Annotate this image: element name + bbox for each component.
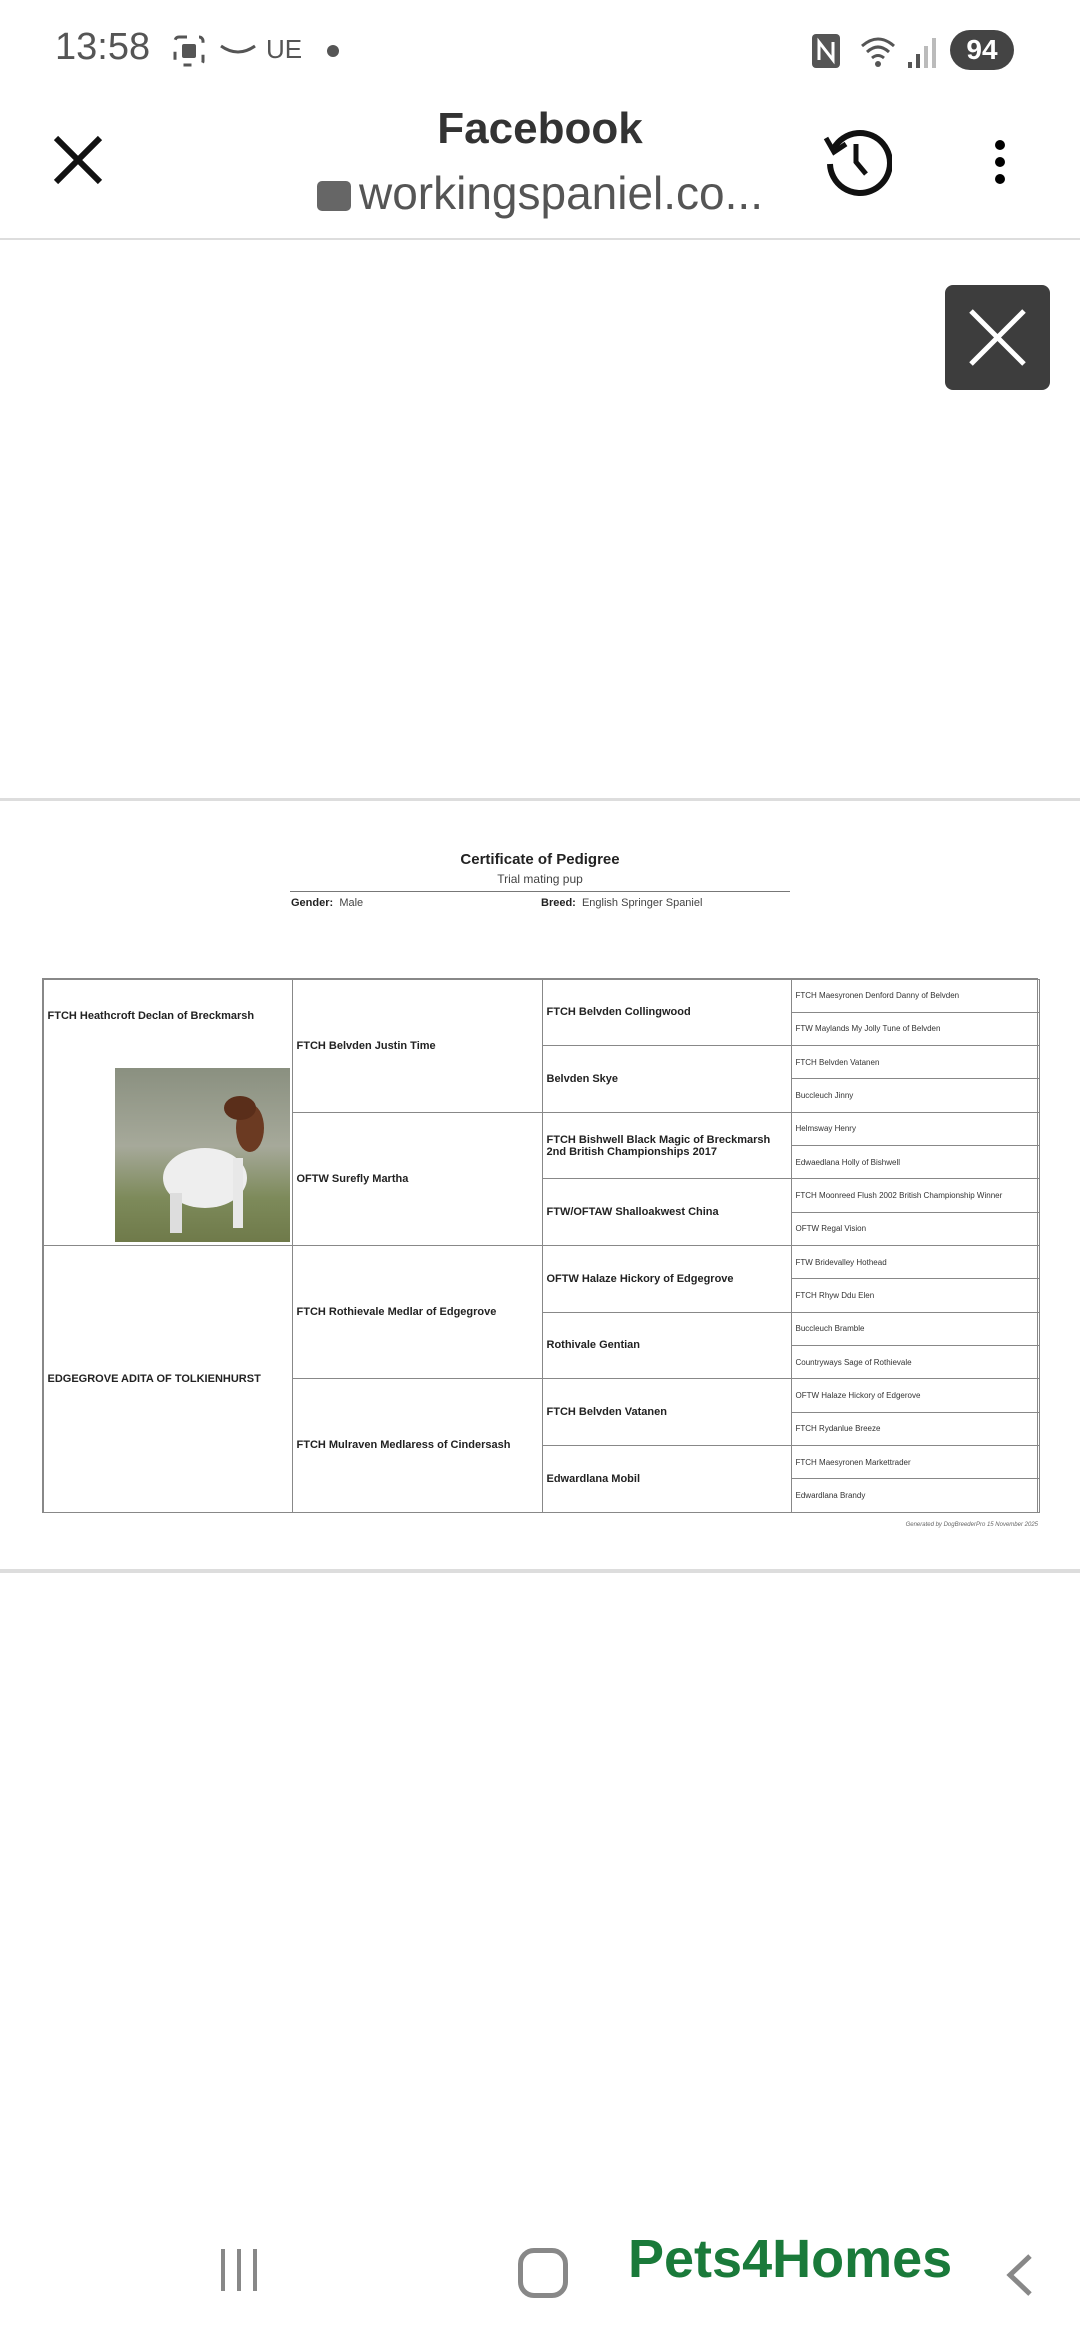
ancestor-name: FTCH Moonreed Flush 2002 British Championship Winner xyxy=(795,1191,1003,1201)
dog-photo xyxy=(115,1068,290,1242)
ancestor-name: FTW/OFTAW Shalloakwest China xyxy=(546,1206,719,1219)
pedigree-cell-gen4 xyxy=(791,1278,1040,1312)
url-display[interactable] xyxy=(0,166,1080,220)
gender-value: Male xyxy=(339,897,364,909)
pedigree-cell-gen4 xyxy=(791,1312,1040,1346)
carrier-label: UE xyxy=(266,34,303,64)
pedigree-cell-gen3 xyxy=(542,1245,792,1313)
ancestor-name: Helmsway Henry xyxy=(795,1124,856,1134)
ancestor-name: Edwaedlana Holly of Bishwell xyxy=(795,1157,900,1167)
nfc-icon xyxy=(810,32,842,70)
certificate-subtitle: Trial mating pup xyxy=(497,872,583,886)
recent-apps-button[interactable] xyxy=(215,2245,265,2295)
divider xyxy=(290,891,790,892)
ancestor-name: OFTW Halaze Hickory of Edgegrove xyxy=(546,1272,734,1285)
pedigree-cell-gen3 xyxy=(542,1378,792,1446)
pedigree-cell-gen2 xyxy=(292,1112,543,1246)
pedigree-cell-gen2 xyxy=(292,1245,543,1379)
pedigree-cell-gen3 xyxy=(542,1312,792,1380)
pedigree-cell-gen3 xyxy=(542,979,792,1047)
ancestor-name: FTW Bridevalley Hothead xyxy=(795,1257,887,1267)
pedigree-cell-gen2 xyxy=(292,979,543,1113)
more-options-button[interactable] xyxy=(990,138,1010,188)
pedigree-cell-gen4 xyxy=(791,1112,1040,1146)
ancestor-name: OFTW Regal Vision xyxy=(795,1224,867,1234)
pedigree-cell-gen3 xyxy=(542,1045,792,1113)
pedigree-cell-gen4 xyxy=(791,1145,1040,1179)
gender-label: Gender: xyxy=(291,897,334,909)
pedigree-cell-gen4 xyxy=(791,1445,1040,1479)
pedigree-cell-gen4 xyxy=(791,1178,1040,1212)
ancestor-name: Edwardlana Mobil xyxy=(546,1472,641,1485)
screenshot-icon xyxy=(172,34,206,68)
pedigree-table xyxy=(42,978,1038,1513)
pedigree-cell-gen4 xyxy=(791,1412,1040,1446)
pedigree-cell-gen4 xyxy=(791,979,1040,1013)
ancestor-name: FTCH Maesyronen Denford Danny of Belvden xyxy=(795,991,960,1001)
status-time: 13:58 xyxy=(55,26,151,68)
ancestor-name: OFTW Surefly Martha xyxy=(296,1172,409,1185)
history-icon xyxy=(820,124,892,196)
breed-label: Breed: xyxy=(541,897,576,909)
ancestor-name: FTCH Heathcroft Declan of Breckmarsh xyxy=(47,1009,255,1022)
ancestor-name: Countryways Sage of Rothievale xyxy=(795,1357,912,1367)
pedigree-cell-gen4 xyxy=(791,1378,1040,1412)
ancestor-name: Edwardlana Brandy xyxy=(795,1490,866,1500)
ancestor-name: FTCH Belvden Vatanen xyxy=(546,1406,667,1419)
ancestor-name: OFTW Halaze Hickory of Edgerove xyxy=(795,1390,921,1400)
certificate-title: Certificate of Pedigree xyxy=(460,851,620,868)
pets4homes-watermark: Pets4Homes xyxy=(628,2229,953,2289)
gender-field xyxy=(291,897,363,909)
page-title: Facebook xyxy=(437,104,643,153)
ancestor-name: FTCH Rothievale Medlar of Edgegrove xyxy=(296,1306,497,1319)
ancestor-name: EDGEGROVE ADITA OF TOLKIENHURST xyxy=(47,1372,261,1385)
back-button[interactable] xyxy=(1000,2250,1040,2300)
pedigree-cell-gen4 xyxy=(791,1012,1040,1046)
pedigree-cell-gen4 xyxy=(791,1478,1040,1512)
pedigree-cell-gen4 xyxy=(791,1345,1040,1379)
ancestor-name: FTCH Rhyw Ddu Elen xyxy=(795,1290,875,1300)
url-text: workingspaniel.co... xyxy=(359,167,763,219)
signal-icon xyxy=(906,34,940,70)
ancestor-name: Belvden Skye xyxy=(546,1072,619,1085)
wifi-icon xyxy=(858,32,898,70)
pedigree-cell-gen4 xyxy=(791,1212,1040,1246)
pedigree-cell-gen3 xyxy=(542,1112,792,1180)
home-button[interactable] xyxy=(518,2248,568,2298)
more-vert-icon xyxy=(990,138,1010,188)
pedigree-cell-gen3 xyxy=(542,1445,792,1513)
ancestor-name: Buccleuch Bramble xyxy=(795,1324,865,1334)
pedigree-cell-gen3 xyxy=(542,1178,792,1246)
pedigree-cell-gen2 xyxy=(292,1378,543,1512)
ancestor-name: FTCH Belvden Vatanen xyxy=(795,1057,880,1067)
ancestor-name: Buccleuch Jinny xyxy=(795,1091,854,1101)
divider xyxy=(0,238,1080,240)
battery-level: 94 xyxy=(950,30,1014,70)
ancestor-name: FTCH Mulraven Medlaress of Cindersash xyxy=(296,1439,511,1452)
close-image-button[interactable] xyxy=(945,285,1050,390)
breed-value: English Springer Spaniel xyxy=(581,897,703,909)
pedigree-cell-gen1 xyxy=(43,979,293,1247)
ancestor-name: FTCH Rydanlue Breeze xyxy=(795,1424,881,1434)
pedigree-cell-gen4 xyxy=(791,1045,1040,1079)
ancestor-name: Rothivale Gentian xyxy=(546,1339,641,1352)
ancestor-name: FTCH Belvden Collingwood xyxy=(546,1006,691,1019)
history-button[interactable] xyxy=(820,124,892,196)
notification-dot-icon xyxy=(326,44,340,58)
ancestor-name: FTCH Belvden Justin Time xyxy=(296,1039,436,1052)
ancestor-name: FTW Maylands My Jolly Tune of Belvden xyxy=(795,1024,941,1034)
breed-field xyxy=(541,897,702,909)
close-icon xyxy=(945,285,1050,390)
pedigree-cell-gen4 xyxy=(791,1245,1040,1279)
ancestor-name: FTCH Bishwell Black Magic of Breckmarsh 2nd British Championships 2017 xyxy=(546,1133,771,1158)
generated-by-note: Generated by DogBreederPro 15 November 2025 xyxy=(905,1522,1038,1528)
pedigree-cell-gen1 xyxy=(43,1245,293,1513)
pedigree-cell-gen4 xyxy=(791,1078,1040,1112)
lock-icon xyxy=(317,181,351,211)
amazon-icon xyxy=(218,40,258,60)
ancestor-name: FTCH Maesyronen Markettrader xyxy=(795,1457,911,1467)
